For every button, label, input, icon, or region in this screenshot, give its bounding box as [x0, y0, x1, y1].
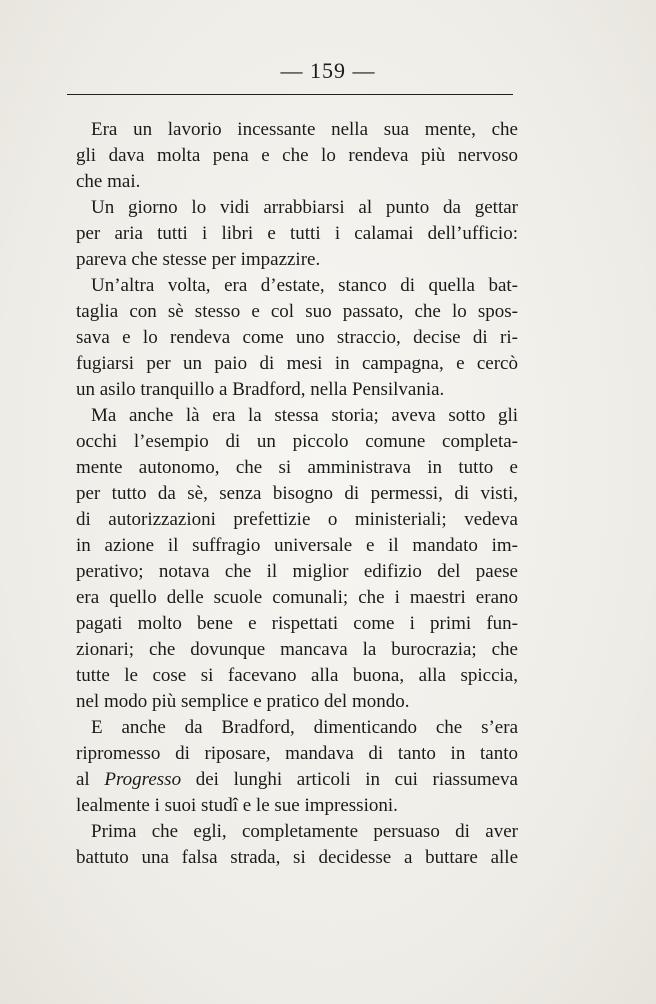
- text-line: di autorizzazioni prefettizie o ministeriali; vedeva: [76, 509, 518, 530]
- text-line: tutte le cose si facevano alla buona, alla spiccia,: [76, 665, 518, 686]
- text-line: nel modo più semplice e pratico del mondo.: [76, 691, 410, 712]
- paragraph: [76, 117, 518, 195]
- text-line: E anche da Bradford, dimenticando che s’era: [91, 717, 518, 738]
- text-line: battuto una falsa strada, si decidesse a buttare alle: [76, 847, 518, 868]
- text-line: zionari; che dovunque mancava la burocrazia; che: [76, 639, 518, 660]
- text-line: gli dava molta pena e che lo rendeva più nervoso: [76, 145, 518, 166]
- text-line: pagati molto bene e rispettati come i primi fun-: [76, 613, 518, 634]
- text-line: perativo; notava che il miglior edifizio del paese: [76, 561, 518, 582]
- text-fragment: dei lunghi articoli in cui riassumeva: [181, 769, 518, 790]
- text-line: Era un lavorio incessante nella sua mente, che: [91, 119, 518, 140]
- text-line: Un giorno lo vidi arrabbiarsi al punto da gettar: [91, 197, 518, 218]
- text-line: lealmente i suoi studî e le sue impressioni.: [76, 795, 398, 816]
- text-line: era quello delle scuole comunali; che i maestri erano: [76, 587, 518, 608]
- text-line: occhi l’esempio di un piccolo comune completa-: [76, 431, 518, 452]
- text-line: taglia con sè stesso e col suo passato, che lo spos-: [76, 301, 518, 322]
- text-line: in azione il suffragio universale e il mandato im-: [76, 535, 518, 556]
- text-line: ripromesso di riposare, mandava di tanto in tanto: [76, 743, 518, 764]
- text-line: per aria tutti i libri e tutti i calamai dell’ufficio:: [76, 223, 518, 244]
- paragraph: [76, 819, 518, 871]
- paragraph: [76, 403, 518, 715]
- body-text: [76, 117, 518, 871]
- text-fragment: al: [76, 769, 105, 790]
- page-number: — 159 —: [280, 58, 376, 83]
- text-line: fugiarsi per un paio di mesi in campagna, e cercò: [76, 353, 518, 374]
- text-line: [76, 767, 518, 793]
- text-line: mente autonomo, che si amministrava in tutto e: [76, 457, 518, 478]
- text-line: pareva che stesse per impazzire.: [76, 249, 321, 270]
- paragraph: [76, 715, 518, 819]
- text-line: per tutto da sè, senza bisogno di permessi, di visti,: [76, 483, 518, 504]
- text-line: che mai.: [76, 171, 141, 192]
- text-line: Prima che egli, completamente persuaso di aver: [91, 821, 518, 842]
- text-line: sava e lo rendeva come uno straccio, decise di ri-: [76, 327, 518, 348]
- paragraph: [76, 273, 518, 403]
- newspaper-title: Progresso: [104, 769, 182, 790]
- header-rule: [67, 94, 513, 95]
- text-line: Ma anche là era la stessa storia; aveva sotto gli: [91, 405, 518, 426]
- paragraph: [76, 195, 518, 273]
- text-line: un asilo tranquillo a Bradford, nella Pensilvania.: [76, 379, 445, 400]
- text-line: Un’altra volta, era d’estate, stanco di quella bat-: [91, 275, 518, 296]
